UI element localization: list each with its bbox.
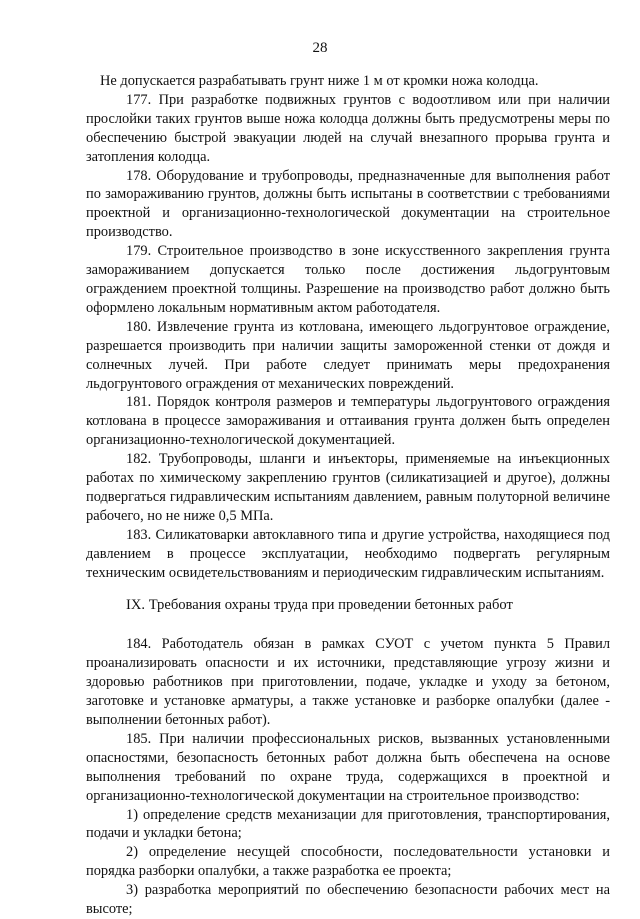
paragraph-181: 181. Порядок контроля размеров и температуры льдогрунтового ограждения котлована в процессе замораживания и оттаивания грунта должен быть определен организационно-технологической документацией. xyxy=(86,394,610,449)
paragraph-178: 178. Оборудование и трубопроводы, предназначенные для выполнения работ по замораживанию грунтов, должны быть испытаны в соответствии с требованиями проектной и организационно-технологической документации на строительное производство. xyxy=(86,167,610,241)
list-item-3: 3) разработка мероприятий по обеспечению безопасности рабочих мест на высоте; xyxy=(86,882,610,918)
paragraph: Не допускается разрабатывать грунт ниже 1 м от кромки ножа колодца. xyxy=(100,73,539,89)
paragraph-180: 180. Извлечение грунта из котлована, имеющего льдогрунтовое ограждение, разрешается производить при наличии защиты замороженной стенки от дождя и солнечных лучей. При работе следует принимать меры предохранения льдогрунтового ограждения от механических повреждений. xyxy=(86,318,610,392)
page-number: 28 xyxy=(312,40,328,56)
list-item-1: 1) определение средств механизации для приготовления, транспортирования, подачи и укладки бетона; xyxy=(86,806,610,842)
paragraph-185: 185. При наличии профессиональных рисков, вызванных установленными опасностями, безопасность бетонных работ должна быть обеспечена на основе выполнения требований по охране труда, содержащихся в проектной и организационно-технологической документации на строительное производство: xyxy=(86,730,610,804)
paragraph-182: 182. Трубопроводы, шланги и инъекторы, применяемые на инъекционных работах по химическому закреплению грунтов (силикатизацией и другое), должны подвергаться гидравлическим испытаниям давлением, равным полуторной величине рабочего, но не ниже 0,5 МПа. xyxy=(86,451,610,524)
paragraph-183: 183. Силикатоварки автоклавного типа и другие устройства, находящиеся под давлением в процессе эксплуатации, необходимо подвергать регулярным техническим освидетельствованиям и периодическим гидравлическим испытаниям. xyxy=(86,526,610,581)
list-item-2: 2) определение несущей способности, последовательности установки и порядка разборки опалубки, а также разработка ее проекта; xyxy=(86,844,610,880)
document-body xyxy=(86,72,610,919)
paragraph-184: 184. Работодатель обязан в рамках СУОТ с учетом пункта 5 Правил проанализировать опасности и их источники, представляющие угрозу жизни и здоровью работников при приготовлении, подаче, укладке и уходу за бетоном, заготовке и установке арматуры, а также установке и разборке опалубки (далее - выполнении бетонных работ). xyxy=(86,636,610,728)
paragraph-179: 179. Строительное производство в зоне искусственного закрепления грунта замораживанием допускается только после достижения льдогрунтовым ограждением проектной толщины. Разрешение на производство работ должно быть оформлено локальным нормативным актом работодателя. xyxy=(86,243,610,316)
section-heading: IX. Требования охраны труда при проведении бетонных работ xyxy=(126,597,513,614)
paragraph-177: 177. При разработке подвижных грунтов с водоотливом или при наличии прослойки таких грунтов выше ножа колодца должны быть предусмотрены меры по обеспечению быстрой эвакуации людей на случай внезапного прорыва грунта и затопления колодца. xyxy=(86,91,610,165)
